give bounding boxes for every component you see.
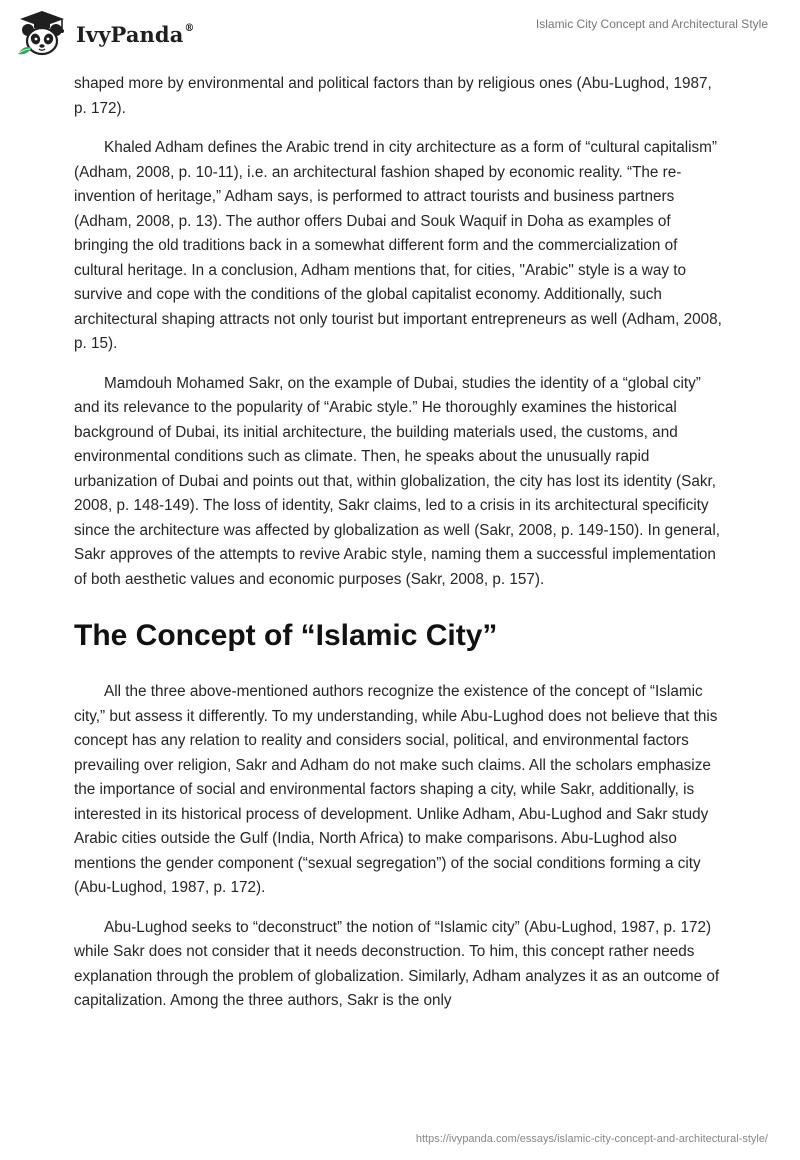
brand-text: IvyPanda	[76, 21, 184, 47]
footer-url-link[interactable]: https://ivypanda.com/essays/islamic-city-concept-and-architectural-style/	[415, 1133, 768, 1145]
brand-logo-link[interactable]	[14, 8, 195, 60]
registered-mark: ®	[184, 22, 195, 34]
essay-body	[74, 72, 726, 1029]
paragraph-adham: Khaled Adham defines the Arabic trend in city architecture as a form of “cultural capitalism” (Adham, 2008, p. 10-11), i.e. an architectural fashion shaped by economic reality. “The re-invention of heritage,” Adham says, is performed to attract tourists and business partners (Adham, 2008, p. 13). The author offers Dubai and Souk Waquif in Doha as examples of bringing the old traditions back in a somewhat different form and the commercialization of cultural heritage. In a conclusion, Adham mentions that, for cities, "Arabic" style is a way to survive and cope with the conditions of the global capitalist economy. Additionally, such architectural shaping attracts not only tourist but important entrepreneurs as well (Adham, 2008, p. 15).	[74, 139, 722, 352]
document-title: Islamic City Concept and Architectural Style	[535, 17, 768, 31]
paragraph-concept-comparison: All the three above-mentioned authors recognize the existence of the concept of “Islamic city,” but assess it differently. To my understanding, while Abu-Lughod does not believe that this concept has any relation to reality and considers social, political, and environmental factors prevailing over religion, Sakr and Adham do not make such claims. All the scholars emphasize the importance of social and environmental factors shaping a city, while Sakr, additionally, is interested in its historical process of development. Unlike Adham, Abu-Lughod and Sakr study Arabic cities outside the Gulf (India, North Africa) to make comparisons. Abu-Lughod also mentions the gender component (“sexual segregation”) of the social conditions forming a city (Abu-Lughod, 1987, p. 172).	[74, 683, 718, 896]
brand-name	[76, 22, 195, 47]
panda-graduate-logo-icon	[14, 8, 70, 60]
section-heading: The Concept of “Islamic City”	[74, 619, 498, 652]
paragraph-continued: shaped more by environmental and political factors than by religious ones (Abu-Lughod, 1987, p. 172).	[74, 75, 712, 117]
page-header	[0, 0, 800, 70]
paragraph-deconstruct: Abu-Lughod seeks to “deconstruct” the notion of “Islamic city” (Abu-Lughod, 1987, p. 172) while Sakr does not consider that it needs deconstruction. To him, this concept rather needs explanation through the problem of globalization. Similarly, Adham analyzes it as an outcome of capitalization. Among the three authors, Sakr is the only	[74, 918, 720, 1009]
paragraph-sakr: Mamdouh Mohamed Sakr, on the example of Dubai, studies the identity of a “global city” and its relevance to the popularity of “Arabic style.” He thoroughly examines the historical background of Dubai, its initial architecture, the building materials used, the customs, and environmental conditions such as climate. Then, he speaks about the unusually rapid urbanization of Dubai and points out that, within globalization, the city has lost its identity (Sakr, 2008, p. 148-149). The loss of identity, Sakr claims, led to a crisis in its architectural specificity since the architecture was affected by globalization as well (Sakr, 2008, p. 149-150). In general, Sakr approves of the attempts to revive Arabic style, naming them a successful implementation of both aesthetic values and economic purposes (Sakr, 2008, p. 157).	[74, 374, 720, 588]
